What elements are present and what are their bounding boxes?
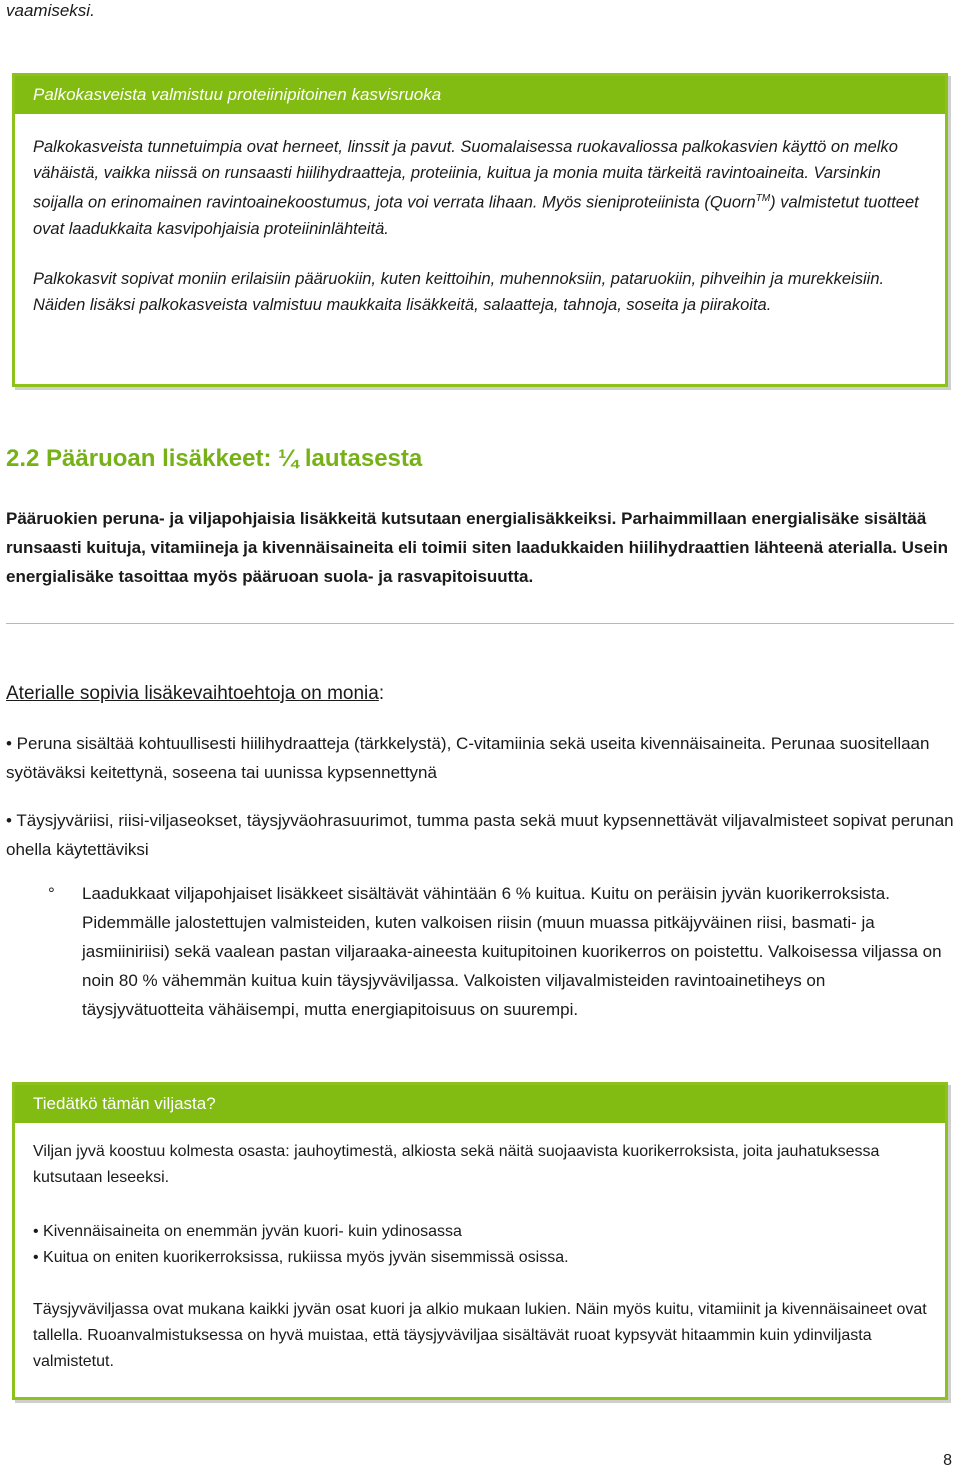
page-number: 8: [943, 1452, 952, 1469]
list-item: • Kivennäisaineita on enemmän jyvän kuori- kuin ydinosassa: [33, 1223, 462, 1240]
grain-paragraph-2: Täysjyväviljassa ovat mukana kaikki jyvän osat kuori ja alkio mukaan lukien. Näin myös kuitu, vitamiinit ja kivennäisaineet ovat tallella. Ruoanvalmistuksessa on hyvä muistaa, että täysjyväviljaa sisältävät ruoat kypsyvät hitaammin kuin ydinviljasta valmistetut.: [33, 1301, 927, 1370]
continued-text-fragment: vaamiseksi.: [6, 1, 95, 20]
grain-facts-list: [33, 1219, 927, 1271]
sub-bullet-marker: °: [48, 884, 55, 903]
list-item-grains: • Täysjyväriisi, riisi-viljaseokset, täysjyväohrasuurimot, tumma pasta sekä muut kypsennettävät viljavalmisteet sopivat perunan ohella käytettäviksi: [6, 811, 954, 859]
legumes-info-box: [12, 73, 948, 387]
section-title: 2.2 Pääruoan lisäkkeet: ¼ lautasesta: [6, 445, 423, 472]
list-item-potato: • Peruna sisältää kohtuullisesti hiilihydraatteja (tärkkelystä), C-vitamiinia sekä useita kivennäisaineita. Perunaa suositellaan syötäväksi keitettynä, soseena tai uunissa kypsennettynä: [6, 734, 930, 782]
grain-box-body: [15, 1139, 945, 1375]
section-intro: Pääruokien peruna- ja viljapohjaisia lisäkkeitä kutsutaan energialisäkkeiksi. Parhaimmillaan energialisäke sisältää runsaasti kuituja, vitamiineja ja kivennäisaineita eli toimii siten laadukkaiden hiilihydraattien lähteenä aterialla. Usein energialisäke tasoittaa myös pääruoan suola- ja rasvapitoisuutta.: [6, 509, 948, 586]
trademark-mark: TM: [755, 193, 771, 204]
grain-facts-box: [12, 1082, 948, 1400]
grain-box-title: Tiedätkö tämän viljasta?: [15, 1085, 945, 1123]
list-item-fiber-quality: Laadukkaat viljapohjaiset lisäkkeet sisältävät vähintään 6 % kuitua. Kuitu on peräisin jyvän kuorikerroksista. Pidemmälle jalostettujen valmisteiden, kuten valkoisen riisin (muun muassa pitkäjyväinen riisi, basmati- ja jasmiiniriisi) sekä vaalean pastan viljaraaka-aineesta kuitupitoinen kuorikerros on poistettu. Valkoisessa viljassa on noin 80 % vähemmän kuitua kuin täysjyväviljassa. Valkoisten viljavalmisteiden ravintoainetiheys on täysjyvätuotteita vähäisempi, mutta energiapitoisuus on suurempi.: [82, 884, 942, 1019]
legumes-box-title: Palkokasveista valmistuu proteiinipitoinen kasvisruoka: [15, 76, 945, 114]
grain-paragraph-1: Viljan jyvä koostuu kolmesta osasta: jauhoytimestä, alkiosta sekä näitä suojaavista kuorikerroksista, joita jauhatuksessa kutsutaan leseeksi.: [33, 1143, 880, 1186]
legumes-box-body: [15, 134, 945, 318]
options-heading: Aterialle sopivia lisäkevaihtoehtoja on monia:: [6, 683, 385, 704]
list-item: • Kuitua on eniten kuorikerroksissa, rukiissa myös jyvän sisemmissä osissa.: [33, 1249, 569, 1266]
legumes-paragraph-2: Palkokasvit sopivat moniin erilaisiin pääruokiin, kuten keittoihin, muhennoksiin, pataruokiin, pihveihin ja murekkeisiin. Näiden lisäksi palkokasveista valmistuu maukkaita lisäkkeitä, salaatteja, tahnoja, soseita ja piirakoita.: [33, 269, 885, 314]
legumes-paragraph-1: Palkokasveista tunnetuimpia ovat herneet, linssit ja pavut. Suomalaisessa ruokavaliossa palkokasvien käyttö on melko vähäistä, vaikka niissä on runsaasti hiilihydraatteja, proteiinia, kuitua ja monia muita tärkeitä ravintoaineita. Varsinkin soijalla on erinomainen ravintoainekoostumus, jota voi verrata lihaan. Myös sieniproteiinista (Quorn™) valmistetut tuotteet ovat laadukkaita kasvipohjaisia proteiininlähteitä.: [33, 138, 919, 238]
section-divider: [6, 623, 954, 624]
